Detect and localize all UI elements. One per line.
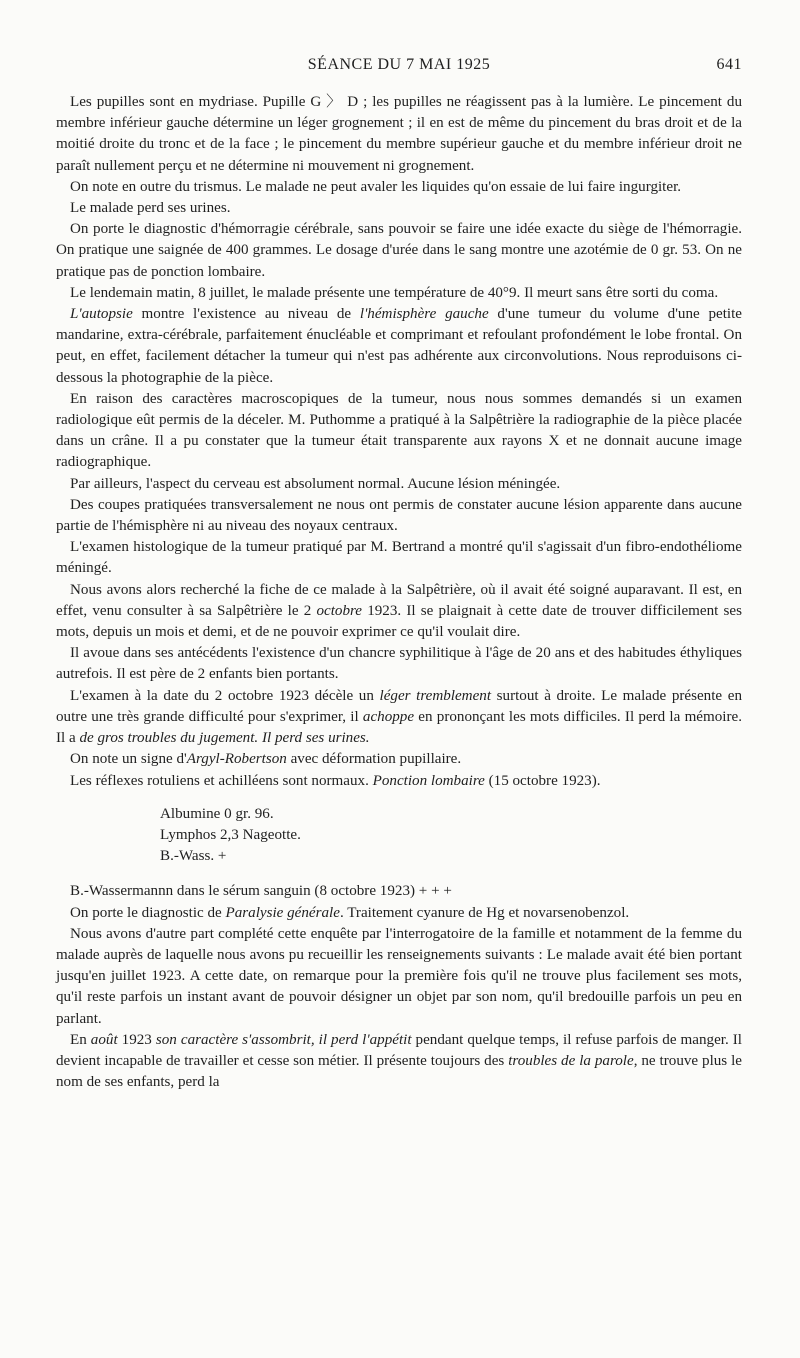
text-run: En <box>70 1031 91 1048</box>
paragraph <box>56 177 742 198</box>
page-number: 641 <box>716 56 742 73</box>
italic-text: léger tremblement <box>379 687 492 704</box>
paragraph <box>56 495 742 537</box>
text-run: Par ailleurs, l'aspect du cerveau est absolument normal. Aucune lésion méningée. <box>70 475 561 492</box>
paragraph <box>56 304 742 389</box>
paragraph <box>56 686 742 750</box>
paragraph <box>56 474 742 495</box>
paragraph <box>56 537 742 579</box>
text-run: 1923. Il se plaignait à cette date de trouver difficilement ses mots, depuis un mois et demi, et de ne pouvoir exprimer ce qu'il voulait dire. <box>56 602 742 641</box>
paragraph-group-after <box>56 881 742 1093</box>
paragraph <box>56 219 742 283</box>
italic-text: achoppe <box>362 708 415 725</box>
italic-text: troubles de la parole <box>508 1052 634 1069</box>
article-body <box>56 92 742 1093</box>
text-run: On porte le diagnostic d'hémorragie cérébrale, sans pouvoir se faire une idée exacte du siège de l'hémorragie. On pratique une saignée de 400 grammes. Le dosage d'urée dans le sang montre une azotémie de 0 gr. 53. On ne pratique pas de ponction lombaire. <box>56 221 742 280</box>
italic-text: octobre <box>316 602 362 619</box>
paragraph <box>56 92 742 177</box>
text-run: Les pupilles sont en mydriase. Pupille G 〉 D ; les pupilles ne réagissent pas à la lumière. Le pincement du membre inférieur gauche détermine un léger grognement ; il en est de même du pincement du bras droit et de la moitié droite du tronc et de la face ; le pincement du membre supérieur gauche et du membre inférieur droit ne paraît nullement perçu et ne détermine ni mouvement ni grognement. <box>56 94 742 174</box>
italic-text: Argyl-Robertson <box>186 751 287 768</box>
paragraph <box>56 580 742 644</box>
text-run: Les réflexes rotuliens et achilléens sont normaux. <box>70 772 373 789</box>
text-run: (15 octobre 1923). <box>484 772 601 789</box>
lab-results-block <box>160 804 742 868</box>
text-run: Nous avons d'autre part complété cette enquête par l'interrogatoire de la famille et notamment de la femme du malade auprès de laquelle nous avons pu recueillir les renseignements suivants : Le malade avait été bien portant jusqu'en juillet 1923. A cette date, on remarque pour la première fois qu'il ne trouve plus facilement ses mots, qu'il reste parfois un instant avant de pouvoir désigner un objet par son nom, qu'il bredouille parfois un peu en parlant. <box>56 925 742 1027</box>
text-run: Des coupes pratiquées transversalement ne nous ont permis de constater aucune lésion apparente dans aucune partie de l'hémisphère ni au niveau des noyaux centraux. <box>56 496 742 535</box>
text-run: d'une tumeur du volume d'une petite mandarine, extra-cérébrale, parfaitement énucléable et comprimant et refoulant profondément le lobe frontal. On peut, en effet, facilement détacher la tumeur qui n'est pas adhérente aux circonvolutions. Nous reproduisons ci-dessous la photographie de la pièce. <box>56 306 742 386</box>
paragraph <box>56 903 742 924</box>
text-run: L'examen à la date du 2 octobre 1923 décèle un <box>70 687 380 704</box>
text-run: En raison des caractères macroscopiques de la tumeur, nous nous sommes demandés si un examen radiologique eût permis de la déceler. M. Puthomme a pratiqué à la Salpêtrière la radiographie de la pièce placée dans un crâne. Il a pu constater que la tumeur était transparente aux rayons X et ne donnait aucune image radiographique. <box>56 390 742 471</box>
paragraph <box>56 771 742 792</box>
italic-text: l'hémisphère gauche <box>359 306 489 323</box>
paragraph <box>56 881 742 902</box>
lab-result-line: Lymphos 2,3 Nageotte. <box>160 826 301 843</box>
text-run: L'examen histologique de la tumeur pratiqué par M. Bertrand a montré qu'il s'agissait d'un fibro-endothéliome méningé. <box>56 539 742 577</box>
text-run: montre l'existence au niveau de <box>132 306 360 323</box>
paragraph-group-before <box>56 92 742 792</box>
text-run: 1923 <box>117 1031 156 1048</box>
running-title: SÉANCE DU 7 MAI 1925 <box>307 56 491 73</box>
paragraph <box>56 643 742 685</box>
paragraph <box>56 749 742 770</box>
italic-text: de gros troubles du jugement. Il perd ses urines. <box>79 730 370 747</box>
italic-text: Ponction lombaire <box>372 772 485 789</box>
paragraph <box>56 198 742 219</box>
text-run: , ne trouve plus le nom de ses enfants, perd la <box>56 1052 742 1091</box>
text-run: en prononçant les mots difficiles. Il perd la mémoire. Il a <box>56 708 742 747</box>
text-run: Nous avons alors recherché la fiche de ce malade à la Salpêtrière, où il avait été soigné auparavant. Il est, en effet, venu consulter à sa Salpêtrière le 2 <box>56 581 742 619</box>
text-run: . Traitement cyanure de Hg et novarsenobenzol. <box>339 904 630 921</box>
paragraph <box>56 1030 742 1094</box>
text-run: Le lendemain matin, 8 juillet, le malade présente une température de 40°9. Il meurt sans être sorti du coma. <box>70 284 719 301</box>
text-run: pendant quelque temps, il refuse parfois de manger. Il devient incapable de travailler et cesse son métier. Il présente toujours des <box>56 1031 742 1069</box>
italic-text: son caractère s'assombrit, il perd l'appétit <box>155 1031 412 1048</box>
italic-text: L'autopsie <box>70 306 133 323</box>
paragraph <box>56 924 742 1030</box>
text-run: Il avoue dans ses antécédents l'existence d'un chancre syphilitique à l'âge de 20 ans et des habitudes éthyliques autrefois. Il est père de 2 enfants bien portants. <box>56 645 742 683</box>
text-run: B.-Wassermannn dans le sérum sanguin (8 octobre 1923) + + + <box>70 883 452 900</box>
lab-result-line: B.-Wass. + <box>160 848 227 865</box>
text-run: On porte le diagnostic de <box>70 904 226 921</box>
page-header <box>56 56 742 86</box>
text-run: surtout à droite. Le malade présente en outre une très grande difficulté pour s'exprimer, il <box>56 687 742 725</box>
text-run: avec déformation pupillaire. <box>286 751 462 768</box>
text-run: On note un signe d' <box>70 751 187 768</box>
lab-result-line: Albumine 0 gr. 96. <box>160 805 274 822</box>
text-run: On note en outre du trismus. Le malade ne peut avaler les liquides qu'on essaie de lui faire ingurgiter. <box>70 178 682 195</box>
text-run: Le malade perd ses urines. <box>70 200 231 217</box>
paragraph <box>56 283 742 304</box>
paragraph <box>56 389 742 474</box>
italic-text: Paralysie générale <box>225 904 340 921</box>
italic-text: août <box>90 1031 118 1048</box>
